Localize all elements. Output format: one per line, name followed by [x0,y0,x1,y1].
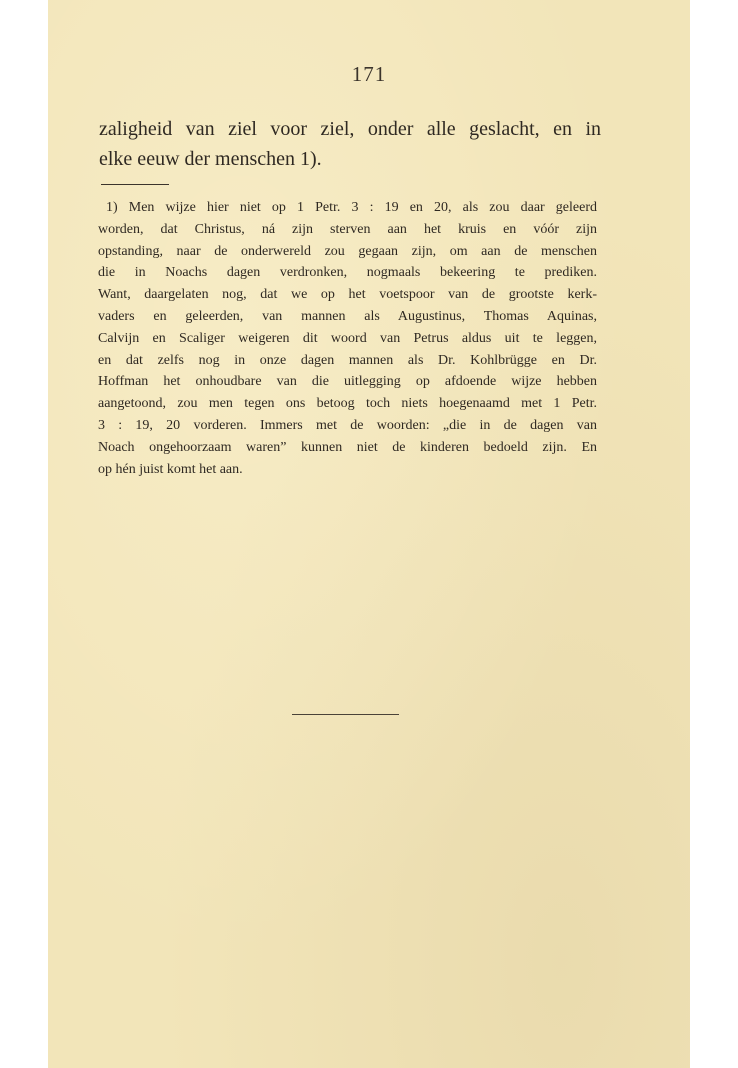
footnote-line: Calvijn en Scaliger weigeren dit woord van Petrus aldus uit te leggen, [98,330,597,346]
footnote-line: die in Noachs dagen verdronken, nogmaals bekeering te prediken. [98,265,597,281]
end-of-section-rule [292,714,399,715]
footnote-line: Hoffman het onhoudbare van die uitlegging op afdoende wijze hebben [98,374,597,390]
footnote-line: op hén juist komt het aan. [98,461,243,477]
footnote-line: Want, daargelaten nog, dat we op het voetspoor van de grootste kerk- [98,287,597,303]
footnote [98,197,597,480]
footnote-line: worden, dat Christus, ná zijn sterven aan het kruis en vóór zijn [98,221,597,237]
footnote-line: Noach ongehoorzaam waren” kunnen niet de kinderen bedoeld zijn. En [98,439,597,455]
body-line: zaligheid van ziel voor ziel, onder alle geslacht, en in [99,118,601,140]
footnote-line: vaders en geleerden, van mannen als Augustinus, Thomas Aquinas, [98,308,597,324]
footnote-line: 1) Men wijze hier niet op 1 Petr. 3 : 19 en 20, als zou daar geleerd [106,200,597,215]
footnote-line: opstanding, naar de onderwereld zou gegaan zijn, om aan de menschen [98,243,597,259]
book-page [48,0,690,1068]
page-number: 171 [351,62,387,86]
footnote-line: aangetoond, zou men tegen ons betoog toch niets hoegenaamd met 1 Petr. [98,396,597,412]
footnote-divider [101,184,169,185]
body-line: elke eeuw der menschen 1). [99,148,322,170]
footnote-line: 3 : 19, 20 vorderen. Immers met de woorden: „die in de dagen van [98,417,597,433]
body-text [99,114,601,174]
footnote-line: en dat zelfs nog in onze dagen mannen als Dr. Kohlbrügge en Dr. [98,352,597,368]
